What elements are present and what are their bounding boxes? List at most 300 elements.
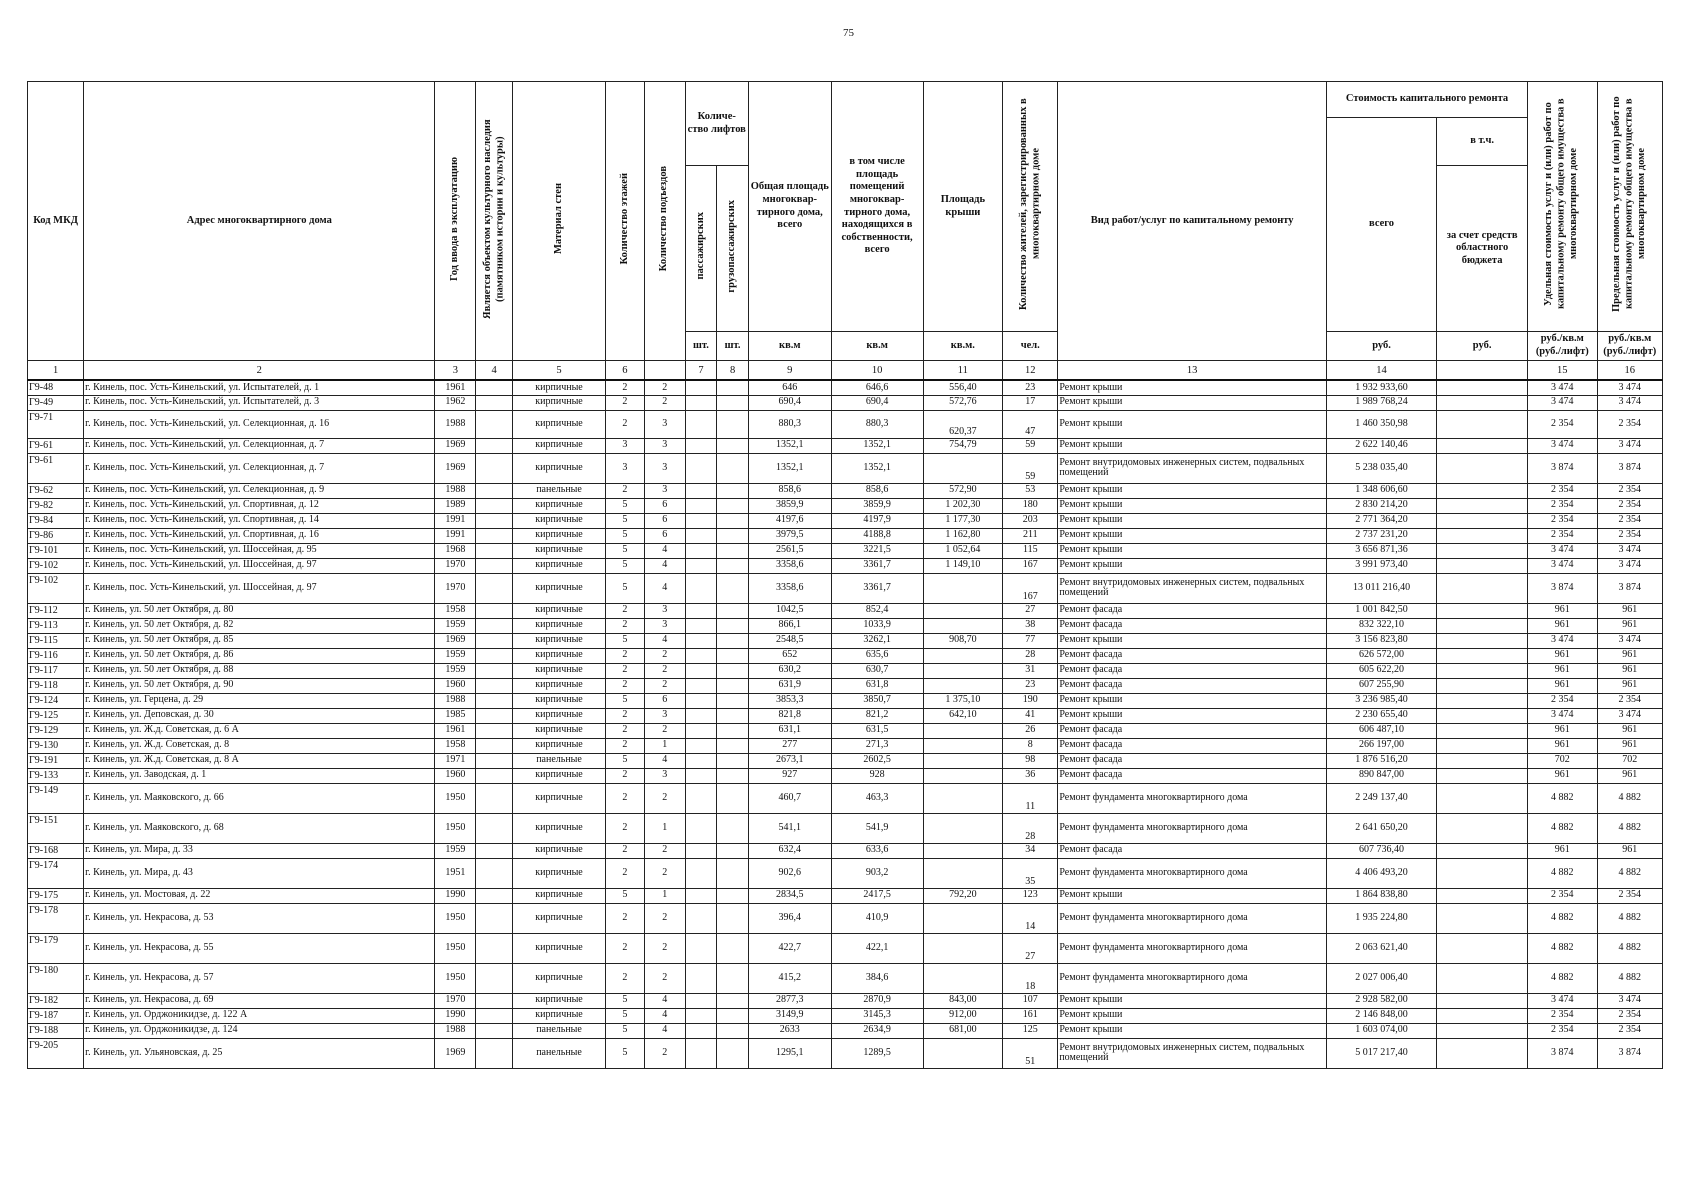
cell-year: 1970 (435, 558, 476, 573)
cell-heritage (476, 693, 513, 708)
cell-area-owned: 630,7 (831, 663, 923, 678)
page-number: 75 (843, 27, 854, 39)
cell-lifts-pass (685, 963, 717, 993)
cell-roof-area: 572,76 (923, 395, 1003, 410)
cell-year: 1950 (435, 933, 476, 963)
unit-area-total: кв.м (748, 332, 831, 361)
header-year: Год ввода в эксплуатацию (435, 82, 476, 361)
cell-cost-regional (1437, 813, 1528, 843)
cell-cost-total: 606 487,10 (1326, 723, 1436, 738)
cell-lifts-freight (717, 963, 749, 993)
cell-unit-cost: 4 882 (1528, 933, 1597, 963)
cell-lifts-pass (685, 1008, 717, 1023)
table-row (28, 410, 1663, 438)
cell-cost-total: 2 771 364,20 (1326, 513, 1436, 528)
cell-heritage (476, 395, 513, 410)
unit-cost-regional: руб. (1437, 332, 1528, 361)
cell-work-type: Ремонт крыши (1058, 498, 1327, 513)
cell-unit-cost: 3 874 (1528, 453, 1597, 483)
cell-residents: 36 (1003, 768, 1058, 783)
cell-max-cost: 961 (1597, 603, 1662, 618)
cell-year: 1959 (435, 618, 476, 633)
cell-area-total: 880,3 (748, 410, 831, 438)
cell-unit-cost: 961 (1528, 618, 1597, 633)
cell-area-owned: 541,9 (831, 813, 923, 843)
cell-area-total: 277 (748, 738, 831, 753)
table-row (28, 783, 1663, 813)
cell-material: кирпичные (513, 498, 606, 513)
cell-residents: 31 (1003, 663, 1058, 678)
cell-area-total: 541,1 (748, 813, 831, 843)
cell-floors: 2 (605, 663, 644, 678)
cell-roof-area (923, 678, 1003, 693)
cell-entrances: 3 (644, 618, 685, 633)
cell-area-owned: 4197,9 (831, 513, 923, 528)
cell-work-type: Ремонт крыши (1058, 693, 1327, 708)
cell-roof-area (923, 768, 1003, 783)
cell-area-owned: 4188,8 (831, 528, 923, 543)
cell-lifts-pass (685, 708, 717, 723)
table-row (28, 395, 1663, 410)
cell-code: Г9-113 (28, 618, 84, 633)
cell-heritage (476, 1023, 513, 1038)
cell-heritage (476, 648, 513, 663)
cell-address: г. Кинель, пос. Усть-Кинельский, ул. Спортивная, д. 14 (84, 513, 435, 528)
cell-code: Г9-117 (28, 663, 84, 678)
cell-code: Г9-118 (28, 678, 84, 693)
table-row (28, 438, 1663, 453)
cell-address: г. Кинель, пос. Усть-Кинельский, ул. Селекционная, д. 7 (84, 453, 435, 483)
cell-heritage (476, 603, 513, 618)
column-number (1437, 361, 1528, 381)
cell-address: г. Кинель, ул. Орджоникидзе, д. 124 (84, 1023, 435, 1038)
cell-area-owned: 690,4 (831, 395, 923, 410)
cell-entrances: 2 (644, 963, 685, 993)
cell-work-type: Ремонт крыши (1058, 513, 1327, 528)
cell-address: г. Кинель, ул. Некрасова, д. 53 (84, 903, 435, 933)
cell-unit-cost: 3 474 (1528, 558, 1597, 573)
unit-roof-area: кв.м. (923, 332, 1003, 361)
cell-material: кирпичные (513, 453, 606, 483)
cell-area-owned: 858,6 (831, 483, 923, 498)
cell-area-total: 646 (748, 380, 831, 395)
table-row (28, 738, 1663, 753)
cell-heritage (476, 543, 513, 558)
cell-max-cost: 3 474 (1597, 633, 1662, 648)
cell-area-total: 2834,5 (748, 888, 831, 903)
cell-lifts-freight (717, 513, 749, 528)
cell-area-total: 2633 (748, 1023, 831, 1038)
cell-code: Г9-187 (28, 1008, 84, 1023)
table-row (28, 708, 1663, 723)
cell-floors: 2 (605, 768, 644, 783)
cell-area-total: 858,6 (748, 483, 831, 498)
header-entrances: Количество подъездов (644, 82, 685, 361)
cell-roof-area: 843,00 (923, 993, 1003, 1008)
cell-code: Г9-102 (28, 573, 84, 603)
cell-work-type: Ремонт крыши (1058, 1008, 1327, 1023)
cell-lifts-pass (685, 813, 717, 843)
cell-address: г. Кинель, ул. Ж.д. Советская, д. 8 (84, 738, 435, 753)
table-body (28, 380, 1663, 1068)
cell-residents: 34 (1003, 843, 1058, 858)
cell-area-owned: 3145,3 (831, 1008, 923, 1023)
cell-entrances: 3 (644, 438, 685, 453)
cell-work-type: Ремонт крыши (1058, 558, 1327, 573)
cell-work-type: Ремонт фасада (1058, 663, 1327, 678)
cell-year: 1991 (435, 528, 476, 543)
cell-entrances: 4 (644, 993, 685, 1008)
cell-work-type: Ремонт крыши (1058, 438, 1327, 453)
cell-entrances: 4 (644, 543, 685, 558)
cell-lifts-pass (685, 380, 717, 395)
cell-cost-total: 3 236 985,40 (1326, 693, 1436, 708)
table-row (28, 380, 1663, 395)
column-number: 11 (923, 361, 1003, 381)
cell-area-total: 3149,9 (748, 1008, 831, 1023)
cell-area-total: 415,2 (748, 963, 831, 993)
cell-residents: 28 (1003, 813, 1058, 843)
cell-area-owned: 821,2 (831, 708, 923, 723)
cell-cost-total: 605 622,20 (1326, 663, 1436, 678)
cell-work-type: Ремонт крыши (1058, 888, 1327, 903)
cell-material: кирпичные (513, 395, 606, 410)
table-row (28, 813, 1663, 843)
cell-work-type: Ремонт фасада (1058, 768, 1327, 783)
cell-work-type: Ремонт крыши (1058, 410, 1327, 438)
cell-floors: 2 (605, 380, 644, 395)
cell-area-owned: 3361,7 (831, 573, 923, 603)
table-row (28, 1008, 1663, 1023)
header-cost: Стоимость капитального ремонта (1326, 82, 1527, 118)
cell-area-total: 1352,1 (748, 453, 831, 483)
cell-cost-total: 607 255,90 (1326, 678, 1436, 693)
cell-roof-area: 572,90 (923, 483, 1003, 498)
cell-lifts-freight (717, 380, 749, 395)
cell-cost-regional (1437, 483, 1528, 498)
cell-lifts-freight (717, 693, 749, 708)
cell-cost-regional (1437, 618, 1528, 633)
cell-roof-area: 1 177,30 (923, 513, 1003, 528)
cell-heritage (476, 708, 513, 723)
cell-material: кирпичные (513, 723, 606, 738)
cell-unit-cost: 4 882 (1528, 813, 1597, 843)
cell-material: панельные (513, 1038, 606, 1068)
header-roof-area: Площадь крыши (923, 82, 1003, 332)
cell-lifts-pass (685, 843, 717, 858)
cell-area-total: 630,2 (748, 663, 831, 678)
column-number: 8 (717, 361, 749, 381)
cell-lifts-freight (717, 483, 749, 498)
cell-lifts-pass (685, 933, 717, 963)
cell-cost-total: 1 864 838,80 (1326, 888, 1436, 903)
cell-heritage (476, 963, 513, 993)
cell-floors: 5 (605, 633, 644, 648)
cell-address: г. Кинель, ул. 50 лет Октября, д. 86 (84, 648, 435, 663)
cell-year: 1960 (435, 768, 476, 783)
cell-entrances: 2 (644, 678, 685, 693)
cell-lifts-pass (685, 618, 717, 633)
cell-max-cost: 2 354 (1597, 693, 1662, 708)
cell-floors: 2 (605, 903, 644, 933)
cell-year: 1988 (435, 483, 476, 498)
cell-max-cost: 2 354 (1597, 513, 1662, 528)
header-floors: Количество этажей (605, 82, 644, 361)
cell-area-owned: 1352,1 (831, 453, 923, 483)
cell-year: 1959 (435, 648, 476, 663)
cell-year: 1969 (435, 1038, 476, 1068)
cell-cost-total: 4 406 493,20 (1326, 858, 1436, 888)
cell-max-cost: 3 474 (1597, 543, 1662, 558)
cell-address: г. Кинель, ул. Ж.д. Советская, д. 8 А (84, 753, 435, 768)
cell-entrances: 2 (644, 933, 685, 963)
cell-material: кирпичные (513, 380, 606, 395)
cell-cost-regional (1437, 843, 1528, 858)
cell-code: Г9-178 (28, 903, 84, 933)
cell-floors: 5 (605, 1038, 644, 1068)
cell-work-type: Ремонт внутридомовых инженерных систем, подвальных помещений (1058, 453, 1327, 483)
column-number: 4 (476, 361, 513, 381)
cell-code: Г9-112 (28, 603, 84, 618)
cell-material: кирпичные (513, 543, 606, 558)
cell-unit-cost: 2 354 (1528, 513, 1597, 528)
cell-lifts-pass (685, 543, 717, 558)
cell-roof-area: 681,00 (923, 1023, 1003, 1038)
unit-lifts-freight: шт. (717, 332, 749, 361)
cell-unit-cost: 961 (1528, 843, 1597, 858)
cell-cost-regional (1437, 395, 1528, 410)
cell-roof-area: 754,79 (923, 438, 1003, 453)
cell-year: 1970 (435, 573, 476, 603)
cell-heritage (476, 483, 513, 498)
header-incl: в т.ч. (1437, 118, 1528, 166)
cell-address: г. Кинель, ул. Герцена, д. 29 (84, 693, 435, 708)
cell-roof-area: 1 375,10 (923, 693, 1003, 708)
cell-unit-cost: 3 474 (1528, 708, 1597, 723)
cell-material: кирпичные (513, 618, 606, 633)
cell-entrances: 6 (644, 528, 685, 543)
cell-entrances: 2 (644, 395, 685, 410)
cell-lifts-pass (685, 498, 717, 513)
cell-roof-area (923, 933, 1003, 963)
column-number: 9 (748, 361, 831, 381)
cell-work-type: Ремонт фундамента многоквартирного дома (1058, 933, 1327, 963)
cell-max-cost: 4 882 (1597, 903, 1662, 933)
table-row (28, 498, 1663, 513)
cell-cost-total: 13 011 216,40 (1326, 573, 1436, 603)
cell-cost-regional (1437, 963, 1528, 993)
cell-residents: 38 (1003, 618, 1058, 633)
table-row (28, 843, 1663, 858)
cell-floors: 2 (605, 648, 644, 663)
cell-area-owned: 2870,9 (831, 993, 923, 1008)
cell-work-type: Ремонт фасада (1058, 618, 1327, 633)
cell-lifts-freight (717, 993, 749, 1008)
cell-roof-area: 1 149,10 (923, 558, 1003, 573)
cell-heritage (476, 410, 513, 438)
cell-cost-regional (1437, 753, 1528, 768)
cell-year: 1990 (435, 888, 476, 903)
cell-area-owned: 880,3 (831, 410, 923, 438)
cell-cost-total: 2 622 140,46 (1326, 438, 1436, 453)
cell-area-owned: 1033,9 (831, 618, 923, 633)
table-row (28, 1038, 1663, 1068)
cell-material: кирпичные (513, 963, 606, 993)
cell-area-total: 4197,6 (748, 513, 831, 528)
cell-code: Г9-182 (28, 993, 84, 1008)
cell-residents: 98 (1003, 753, 1058, 768)
header-cost-total: всего (1326, 118, 1436, 332)
cell-max-cost: 2 354 (1597, 888, 1662, 903)
cell-cost-regional (1437, 993, 1528, 1008)
cell-area-total: 3358,6 (748, 558, 831, 573)
header-max-cost: Предельная стоимость услуг и (или) работ по капитальному ремонту общего имущества в многоквартирном доме (1597, 82, 1662, 332)
cell-material: кирпичные (513, 933, 606, 963)
cell-area-total: 821,8 (748, 708, 831, 723)
cell-max-cost: 961 (1597, 738, 1662, 753)
cell-heritage (476, 993, 513, 1008)
cell-code: Г9-61 (28, 438, 84, 453)
cell-lifts-freight (717, 933, 749, 963)
cell-address: г. Кинель, ул. Орджоникидзе, д. 122 А (84, 1008, 435, 1023)
cell-year: 1959 (435, 663, 476, 678)
cell-unit-cost: 961 (1528, 723, 1597, 738)
table-row (28, 558, 1663, 573)
column-number: 3 (435, 361, 476, 381)
cell-entrances: 1 (644, 813, 685, 843)
cell-roof-area (923, 663, 1003, 678)
cell-area-owned: 2602,5 (831, 753, 923, 768)
table-row (28, 618, 1663, 633)
cell-roof-area: 642,10 (923, 708, 1003, 723)
cell-heritage (476, 723, 513, 738)
cell-area-owned: 646,6 (831, 380, 923, 395)
cell-year: 1985 (435, 708, 476, 723)
cell-area-total: 1352,1 (748, 438, 831, 453)
cell-residents: 59 (1003, 453, 1058, 483)
cell-unit-cost: 2 354 (1528, 410, 1597, 438)
cell-lifts-pass (685, 1023, 717, 1038)
cell-lifts-freight (717, 1008, 749, 1023)
cell-lifts-freight (717, 438, 749, 453)
cell-unit-cost: 2 354 (1528, 498, 1597, 513)
cell-unit-cost: 4 882 (1528, 963, 1597, 993)
cell-max-cost: 3 474 (1597, 708, 1662, 723)
cell-work-type: Ремонт фундамента многоквартирного дома (1058, 903, 1327, 933)
cell-lifts-pass (685, 768, 717, 783)
table-row (28, 1023, 1663, 1038)
cell-area-owned: 384,6 (831, 963, 923, 993)
cell-entrances: 4 (644, 633, 685, 648)
cell-unit-cost: 3 474 (1528, 438, 1597, 453)
cell-max-cost: 2 354 (1597, 528, 1662, 543)
cell-cost-total: 3 156 823,80 (1326, 633, 1436, 648)
cell-material: панельные (513, 753, 606, 768)
cell-address: г. Кинель, ул. Маяковского, д. 68 (84, 813, 435, 843)
table-row (28, 648, 1663, 663)
cell-cost-regional (1437, 888, 1528, 903)
cell-work-type: Ремонт крыши (1058, 993, 1327, 1008)
cell-work-type: Ремонт крыши (1058, 633, 1327, 648)
cell-area-owned: 271,3 (831, 738, 923, 753)
cell-roof-area: 1 202,30 (923, 498, 1003, 513)
cell-floors: 2 (605, 933, 644, 963)
cell-max-cost: 4 882 (1597, 783, 1662, 813)
cell-floors: 5 (605, 993, 644, 1008)
cell-max-cost: 3 474 (1597, 380, 1662, 395)
cell-address: г. Кинель, пос. Усть-Кинельский, ул. Шоссейная, д. 95 (84, 543, 435, 558)
cell-lifts-freight (717, 1038, 749, 1068)
cell-cost-regional (1437, 453, 1528, 483)
cell-lifts-pass (685, 558, 717, 573)
cell-unit-cost: 3 474 (1528, 993, 1597, 1008)
header-address: Адрес многоквартирного дома (84, 82, 435, 361)
cell-cost-total: 3 991 973,40 (1326, 558, 1436, 573)
cell-cost-total: 5 017 217,40 (1326, 1038, 1436, 1068)
cell-lifts-freight (717, 603, 749, 618)
cell-cost-total: 5 238 035,40 (1326, 453, 1436, 483)
cell-residents: 8 (1003, 738, 1058, 753)
table-row (28, 543, 1663, 558)
cell-unit-cost: 3 474 (1528, 395, 1597, 410)
cell-area-owned: 3850,7 (831, 693, 923, 708)
cell-lifts-freight (717, 633, 749, 648)
cell-lifts-freight (717, 558, 749, 573)
cell-roof-area (923, 738, 1003, 753)
cell-area-owned: 928 (831, 768, 923, 783)
cell-year: 1988 (435, 410, 476, 438)
cell-floors: 5 (605, 573, 644, 603)
cell-heritage (476, 753, 513, 768)
header-heritage: Является объектом культурного наследия (памятником истории и культуры) (476, 82, 513, 361)
cell-entrances: 3 (644, 708, 685, 723)
cell-work-type: Ремонт крыши (1058, 395, 1327, 410)
cell-lifts-freight (717, 843, 749, 858)
cell-roof-area (923, 813, 1003, 843)
cell-area-owned: 1352,1 (831, 438, 923, 453)
cell-year: 1991 (435, 513, 476, 528)
cell-year: 1969 (435, 453, 476, 483)
cell-cost-total: 1 935 224,80 (1326, 903, 1436, 933)
cell-address: г. Кинель, ул. 50 лет Октября, д. 85 (84, 633, 435, 648)
cell-cost-regional (1437, 603, 1528, 618)
table-row (28, 768, 1663, 783)
cell-lifts-pass (685, 903, 717, 933)
cell-area-total: 866,1 (748, 618, 831, 633)
cell-cost-total: 2 737 231,20 (1326, 528, 1436, 543)
cell-entrances: 4 (644, 753, 685, 768)
cell-unit-cost: 2 354 (1528, 1023, 1597, 1038)
cell-area-total: 631,9 (748, 678, 831, 693)
cell-work-type: Ремонт внутридомовых инженерных систем, подвальных помещений (1058, 573, 1327, 603)
cell-max-cost: 4 882 (1597, 933, 1662, 963)
cell-area-total: 2673,1 (748, 753, 831, 768)
cell-roof-area: 556,40 (923, 380, 1003, 395)
cell-entrances: 2 (644, 858, 685, 888)
cell-material: кирпичные (513, 528, 606, 543)
cell-address: г. Кинель, ул. Мостовая, д. 22 (84, 888, 435, 903)
cell-lifts-pass (685, 633, 717, 648)
cell-entrances: 4 (644, 1008, 685, 1023)
cell-cost-regional (1437, 543, 1528, 558)
cell-max-cost: 961 (1597, 663, 1662, 678)
cell-lifts-pass (685, 693, 717, 708)
cell-roof-area: 912,00 (923, 1008, 1003, 1023)
unit-area-owned: кв.м (831, 332, 923, 361)
table-row (28, 663, 1663, 678)
cell-work-type: Ремонт фундамента многоквартирного дома (1058, 963, 1327, 993)
unit-unit-cost: руб./кв.м (руб./лифт) (1528, 332, 1597, 361)
